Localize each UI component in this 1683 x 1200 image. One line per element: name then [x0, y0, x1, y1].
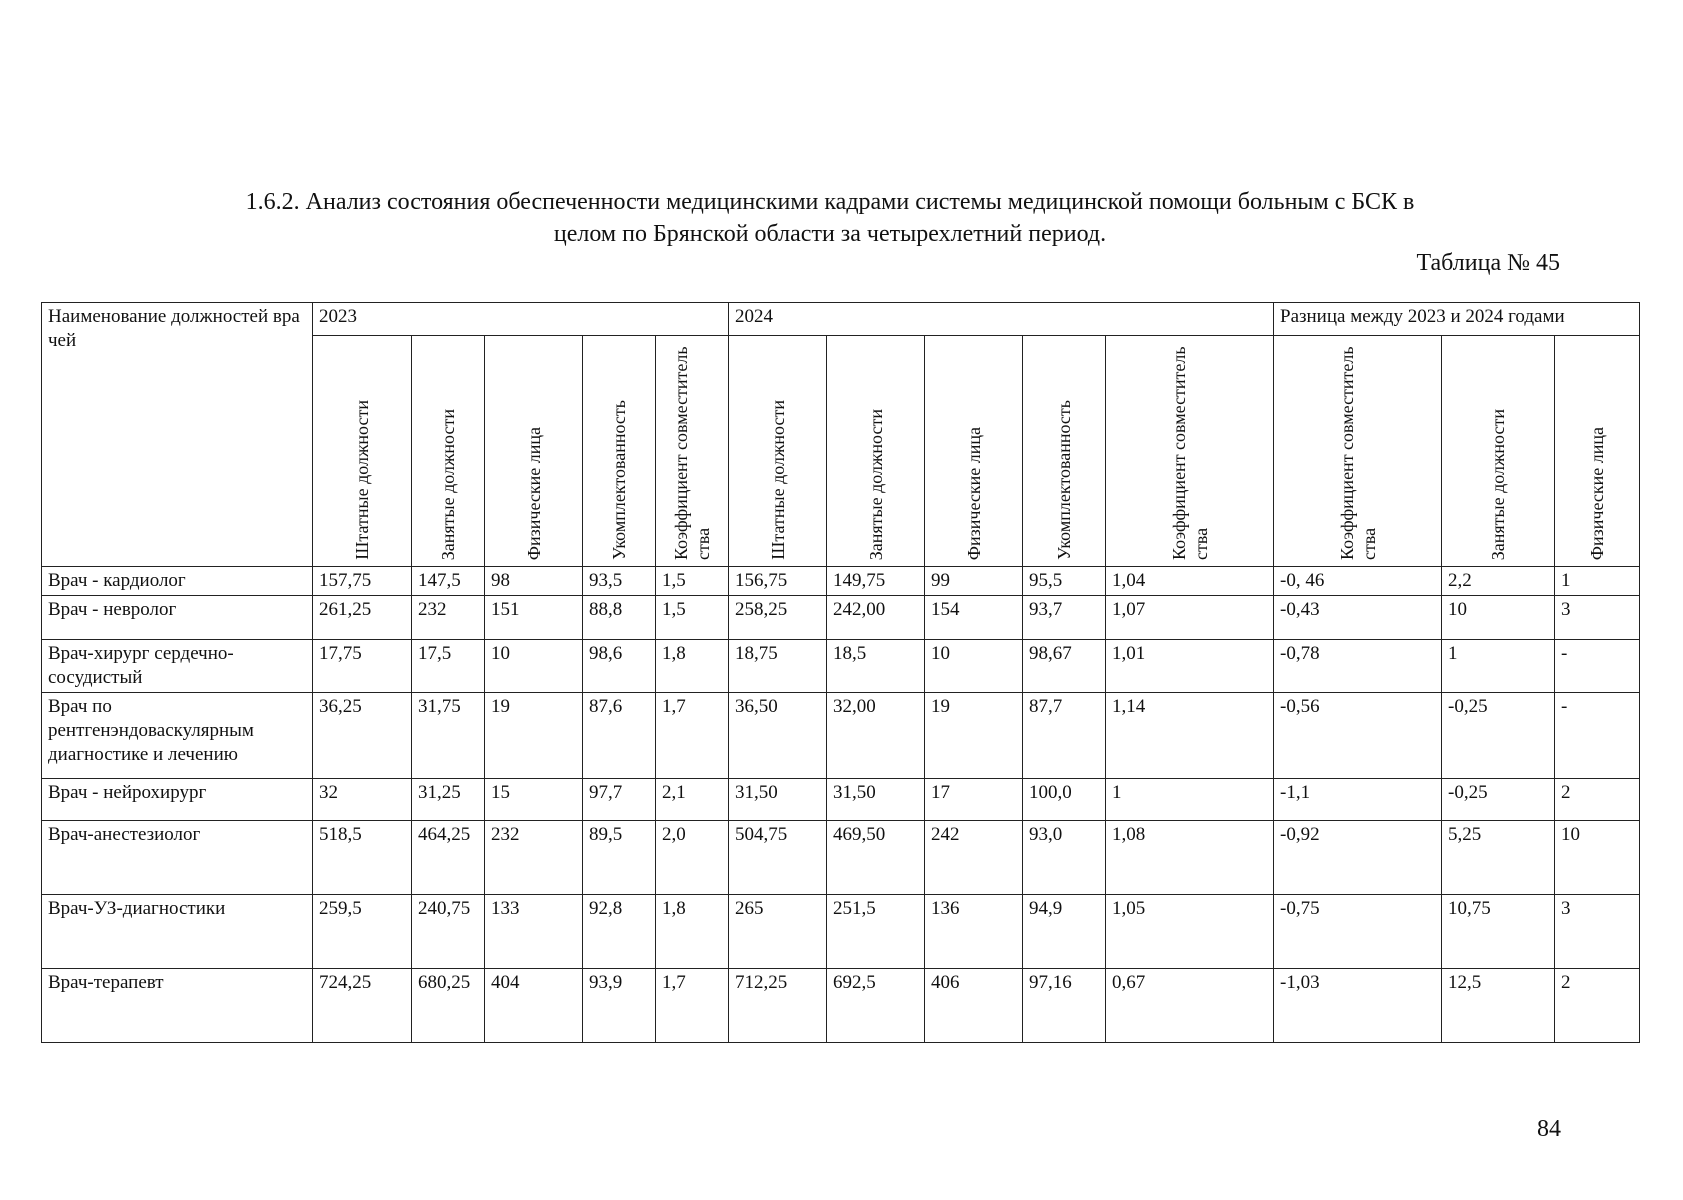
table-cell: 94,9 — [1023, 895, 1106, 969]
table-cell: 1 — [1106, 779, 1274, 821]
table-row — [42, 969, 1640, 1043]
table-cell: -1,03 — [1274, 969, 1442, 1043]
table-cell: 156,75 — [729, 567, 827, 596]
table-cell: 258,25 — [729, 596, 827, 640]
table-cell: 232 — [485, 821, 583, 895]
table-cell: -0,43 — [1274, 596, 1442, 640]
table-cell: 31,25 — [412, 779, 485, 821]
table-cell: 147,5 — [412, 567, 485, 596]
table-cell: 3 — [1555, 596, 1640, 640]
table-cell: 87,7 — [1023, 693, 1106, 779]
table-cell: 98 — [485, 567, 583, 596]
table-cell: 100,0 — [1023, 779, 1106, 821]
header-position-name: Наименование должностей врачей — [42, 303, 313, 567]
table-cell: 240,75 — [412, 895, 485, 969]
table-cell: 17,5 — [412, 640, 485, 693]
header-2024-combination-coefficient: Коэффициент совместительства — [1106, 336, 1274, 567]
table-cell: 15 — [485, 779, 583, 821]
staffing-table — [41, 302, 1640, 1043]
table-cell: 36,50 — [729, 693, 827, 779]
table-cell: 1,5 — [656, 567, 729, 596]
table-cell: -1,1 — [1274, 779, 1442, 821]
table-cell: 680,25 — [412, 969, 485, 1043]
table-cell: -0,75 — [1274, 895, 1442, 969]
table-cell: 2 — [1555, 779, 1640, 821]
table-cell: 261,25 — [313, 596, 412, 640]
table-cell: 242 — [925, 821, 1023, 895]
table-cell: 10 — [1555, 821, 1640, 895]
table-cell: 19 — [925, 693, 1023, 779]
table-cell: 712,25 — [729, 969, 827, 1043]
table-cell: 1,14 — [1106, 693, 1274, 779]
table-cell: 1,07 — [1106, 596, 1274, 640]
header-2023-individuals: Физические лица — [485, 336, 583, 567]
header-difference: Разница между 2023 и 2024 годами — [1274, 303, 1640, 336]
table-cell: 98,6 — [583, 640, 656, 693]
table-cell: 157,75 — [313, 567, 412, 596]
header-diff-individuals: Физические лица — [1555, 336, 1640, 567]
table-cell: 469,50 — [827, 821, 925, 895]
table-cell: - — [1555, 640, 1640, 693]
table-cell: 2,0 — [656, 821, 729, 895]
table-cell: 95,5 — [1023, 567, 1106, 596]
table-cell: 1 — [1442, 640, 1555, 693]
header-2024-occupied-positions: Занятые должности — [827, 336, 925, 567]
table-cell: 151 — [485, 596, 583, 640]
table-cell: 99 — [925, 567, 1023, 596]
table-cell: 1,8 — [656, 895, 729, 969]
table-cell: 12,5 — [1442, 969, 1555, 1043]
table-cell: -0,25 — [1442, 693, 1555, 779]
table-cell: -0,78 — [1274, 640, 1442, 693]
table-cell: 93,0 — [1023, 821, 1106, 895]
table-row — [42, 821, 1640, 895]
table-cell: 10 — [1442, 596, 1555, 640]
table-cell: 93,7 — [1023, 596, 1106, 640]
table-cell: 10 — [925, 640, 1023, 693]
table-row — [42, 596, 1640, 640]
table-cell: -0, 46 — [1274, 567, 1442, 596]
table-cell: 504,75 — [729, 821, 827, 895]
header-2024-individuals: Физические лица — [925, 336, 1023, 567]
table-cell: 17 — [925, 779, 1023, 821]
row-position-name: Врач-хирург сердечно-сосудистый — [42, 640, 313, 693]
header-2023-combination-coefficient: Коэффициент совместительства — [656, 336, 729, 567]
header-diff-occupied-positions: Занятые должности — [1442, 336, 1555, 567]
table-cell: 32 — [313, 779, 412, 821]
table-number-label: Таблица № 45 — [1416, 250, 1560, 276]
table-cell: 98,67 — [1023, 640, 1106, 693]
table-cell: 36,25 — [313, 693, 412, 779]
page-number: 84 — [1537, 1116, 1561, 1142]
table-row — [42, 567, 1640, 596]
table-cell: 1,08 — [1106, 821, 1274, 895]
row-position-name: Врач - невролог — [42, 596, 313, 640]
table-cell: 518,5 — [313, 821, 412, 895]
table-cell: 1 — [1555, 567, 1640, 596]
header-2023-staff-positions: Штатные должности — [313, 336, 412, 567]
table-cell: 1,04 — [1106, 567, 1274, 596]
header-year-2023: 2023 — [313, 303, 729, 336]
row-position-name: Врач - кардиолог — [42, 567, 313, 596]
table-cell: 89,5 — [583, 821, 656, 895]
table-cell: 154 — [925, 596, 1023, 640]
header-group-row — [42, 303, 1640, 336]
table-cell: 97,16 — [1023, 969, 1106, 1043]
table-cell: 1,7 — [656, 693, 729, 779]
table-cell: 31,50 — [827, 779, 925, 821]
table-cell: 692,5 — [827, 969, 925, 1043]
table-cell: 232 — [412, 596, 485, 640]
table-cell: 93,5 — [583, 567, 656, 596]
table-cell: 88,8 — [583, 596, 656, 640]
table-cell: 2 — [1555, 969, 1640, 1043]
table-cell: 149,75 — [827, 567, 925, 596]
table-cell: 265 — [729, 895, 827, 969]
table-cell: 18,5 — [827, 640, 925, 693]
title-line-1: 1.6.2. Анализ состояния обеспеченности медицинскими кадрами системы медицинской помощи больным с БСК в — [245, 189, 1415, 215]
title-line-2: целом по Брянской области за четырехлетний период. — [553, 221, 1107, 247]
table-cell: 5,25 — [1442, 821, 1555, 895]
table-cell: 93,9 — [583, 969, 656, 1043]
table-cell: 31,50 — [729, 779, 827, 821]
row-position-name: Врач по рентгенэндоваскулярным диагностике и лечению — [42, 693, 313, 779]
table-cell: 18,75 — [729, 640, 827, 693]
table-body — [42, 567, 1640, 1043]
table-cell: 17,75 — [313, 640, 412, 693]
table-cell: 1,8 — [656, 640, 729, 693]
table-cell: 19 — [485, 693, 583, 779]
table-cell: 10 — [485, 640, 583, 693]
table-cell: - — [1555, 693, 1640, 779]
table-cell: -0,92 — [1274, 821, 1442, 895]
table-cell: 2,2 — [1442, 567, 1555, 596]
table-cell: 2,1 — [656, 779, 729, 821]
table-cell: 1,5 — [656, 596, 729, 640]
header-2024-staffing-level: Укомплектованность — [1023, 336, 1106, 567]
table-cell: 32,00 — [827, 693, 925, 779]
header-diff-combination-coefficient: Коэффициент совместительства — [1274, 336, 1442, 567]
header-2023-staffing-level: Укомплектованность — [583, 336, 656, 567]
table-cell: 724,25 — [313, 969, 412, 1043]
table-row — [42, 693, 1640, 779]
table-cell: 242,00 — [827, 596, 925, 640]
table-row — [42, 779, 1640, 821]
table-cell: -0,25 — [1442, 779, 1555, 821]
header-2024-staff-positions: Штатные должности — [729, 336, 827, 567]
table-cell: 404 — [485, 969, 583, 1043]
row-position-name: Врач - нейрохирург — [42, 779, 313, 821]
table-cell: 133 — [485, 895, 583, 969]
header-2023-occupied-positions: Занятые должности — [412, 336, 485, 567]
table-cell: 406 — [925, 969, 1023, 1043]
table-cell: 0,67 — [1106, 969, 1274, 1043]
table-cell: 31,75 — [412, 693, 485, 779]
table-cell: 10,75 — [1442, 895, 1555, 969]
table-cell: 1,01 — [1106, 640, 1274, 693]
table-cell: 92,8 — [583, 895, 656, 969]
table-cell: -0,56 — [1274, 693, 1442, 779]
table-cell: 1,7 — [656, 969, 729, 1043]
row-position-name: Врач-анестезиолог — [42, 821, 313, 895]
row-position-name: Врач-УЗ-диагностики — [42, 895, 313, 969]
table-cell: 3 — [1555, 895, 1640, 969]
table-row — [42, 640, 1640, 693]
document-title — [120, 186, 1540, 250]
table-cell: 259,5 — [313, 895, 412, 969]
row-position-name: Врач-терапевт — [42, 969, 313, 1043]
table-cell: 136 — [925, 895, 1023, 969]
table-cell: 464,25 — [412, 821, 485, 895]
table-row — [42, 895, 1640, 969]
table-cell: 97,7 — [583, 779, 656, 821]
table-cell: 1,05 — [1106, 895, 1274, 969]
header-year-2024: 2024 — [729, 303, 1274, 336]
table-cell: 87,6 — [583, 693, 656, 779]
table-cell: 251,5 — [827, 895, 925, 969]
